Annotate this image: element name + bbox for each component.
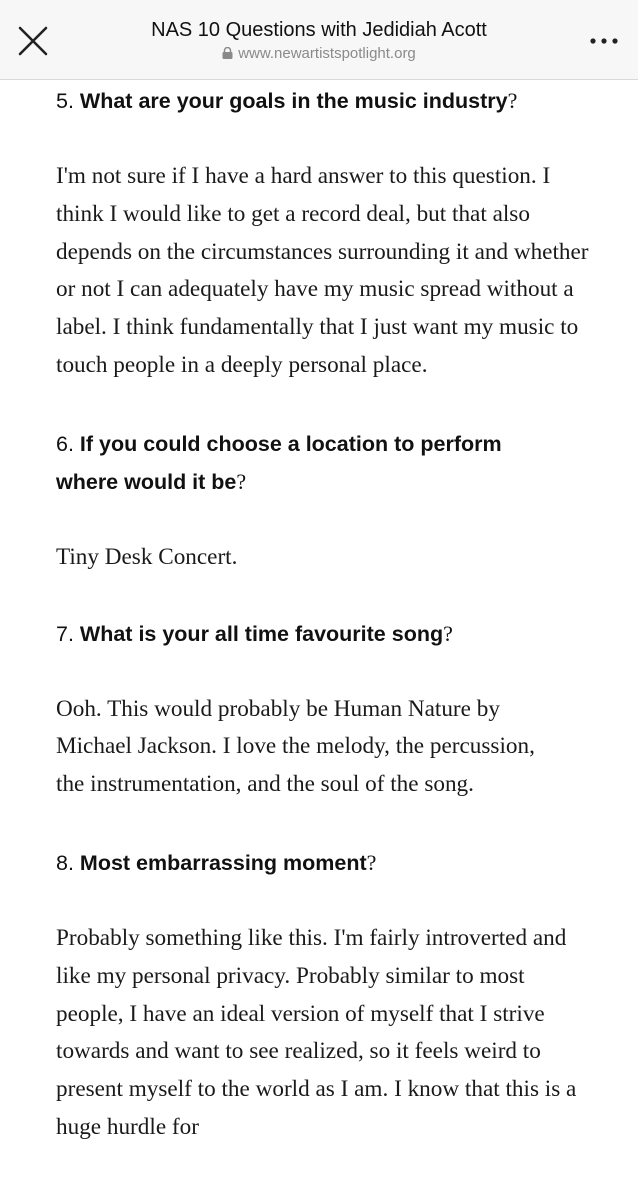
question-number: 6. [56, 431, 74, 456]
page-url: www.newartistspotlight.org [238, 45, 416, 62]
article-content [56, 82, 601, 1147]
page-title: NAS 10 Questions with Jedidiah Acott [151, 19, 487, 41]
question-text: If you could choose a location to perform where would it be [56, 431, 502, 494]
answer-text: I'm not sure if I have a hard answer to this question. I think I would like to get a record deal, but that also depends on the circumstances surrounding it and whether or not I can adequately have my music spread without a label. I think fundamentally that I just want my music to touch people in a deeply personal place. [56, 163, 589, 378]
question-mark: ? [366, 849, 377, 875]
question-mark: ? [236, 468, 247, 494]
answer-text: Ooh. This would probably be Human Nature by Michael Jackson. I love the melody, the percussion, the instrumentation, and the soul of the song. [56, 695, 535, 798]
question-number: 7. [56, 621, 74, 646]
question-number: 5. [56, 89, 74, 113]
question-heading [56, 844, 601, 882]
question-heading [56, 615, 601, 653]
title-block [90, 16, 548, 64]
question-mark: ? [507, 88, 518, 113]
more-icon[interactable] [584, 26, 624, 56]
url-row[interactable] [90, 44, 548, 64]
lock-icon [222, 45, 233, 57]
question-text: What is your all time favourite song [79, 621, 444, 646]
question-heading [56, 425, 556, 501]
question-heading [56, 82, 601, 120]
answer-text: Tiny Desk Concert. [56, 543, 238, 570]
question-text: What are your goals in the music industry [79, 89, 508, 113]
browser-top-bar [0, 0, 638, 80]
question-mark: ? [443, 620, 453, 646]
question-text: Most embarrassing moment [79, 850, 367, 875]
close-icon[interactable] [14, 22, 52, 60]
answer-text: Probably something like this. I'm fairly introverted and like my personal privacy. Probably similar to most people, I have an ideal version of myself that I strive towards and want to see realized, so it feels weird to present myself to the world as I am. I know that this is a huge hurdle for [56, 924, 577, 1140]
question-number: 8. [56, 850, 74, 875]
